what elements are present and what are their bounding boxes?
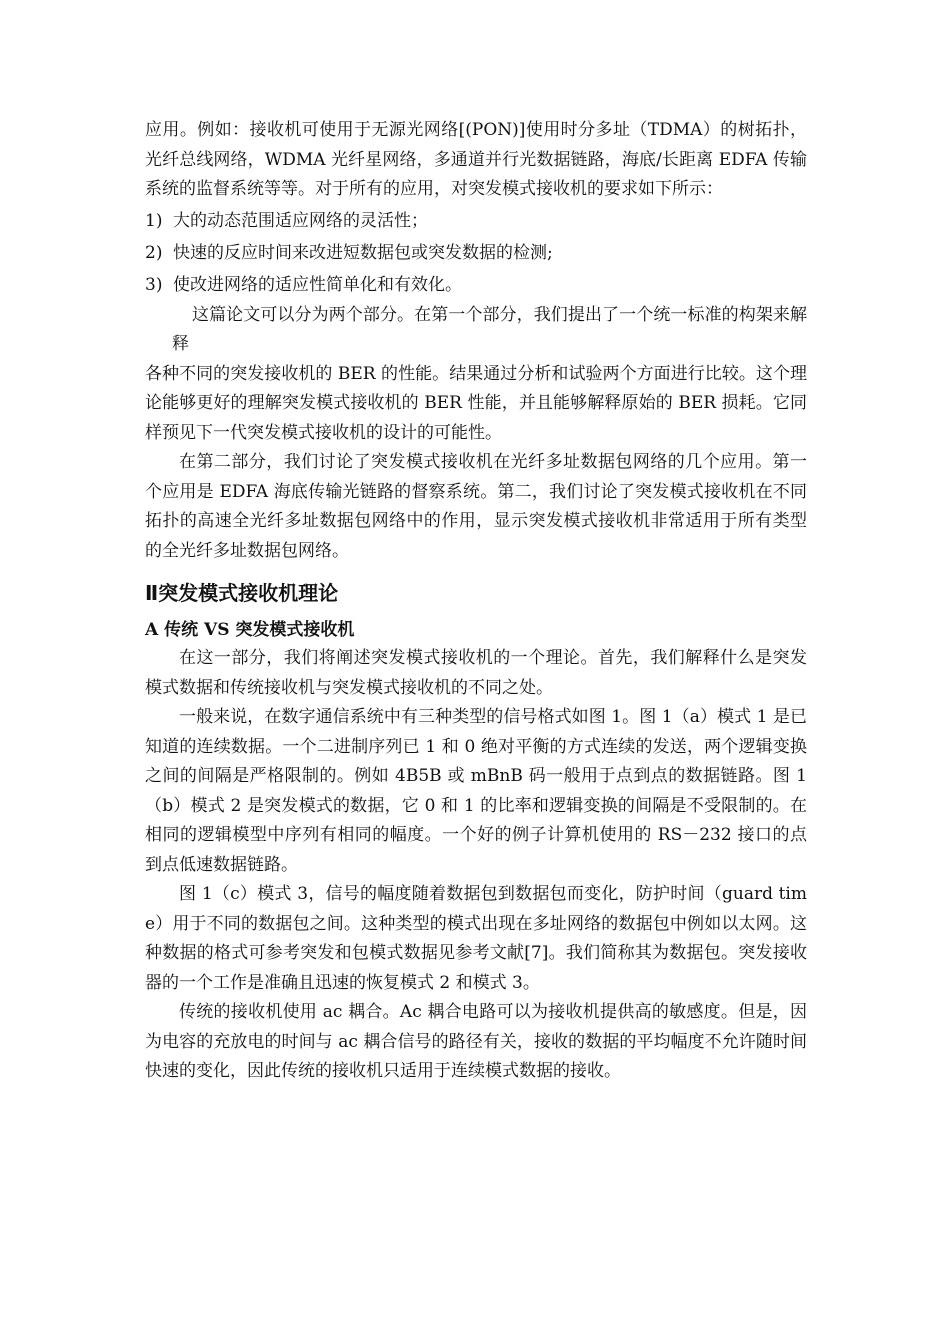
section-paragraph-3: 图 1（c）模式 3，信号的幅度随着数据包到数据包而变化，防护时间（guard time）用于不同的数据包之间。这种类型的模式出现在多址网络的数据包中例如以太网。这种数据的格式可参考突发和包模式数据见参考文献[7]。我们简称其为数据包。突发接收器的一个工作是准确且迅速的恢复模式 2 和模式 3。 — [145, 884, 807, 993]
requirements-list — [145, 205, 807, 301]
list-item — [145, 269, 807, 301]
list-item-number: 3) — [145, 274, 163, 295]
section-heading: Ⅱ突发模式接收机理论 — [145, 581, 339, 605]
section-paragraph-4: 传统的接收机使用 ac 耦合。Ac 耦合电路可以为接收机提供高的敏感度。但是，因为电容的充放电的时间与 ac 耦合信号的路径有关，接收的数据的平均幅度不允许随时间快速的变化，因此传统的接收机只适用于连续模式数据的接收。 — [145, 1002, 807, 1081]
section-paragraph-1: 在这一部分，我们将阐述突发模式接收机的一个理论。首先，我们解释什么是突发模式数据和传统接收机与突发模式接收机的不同之处。 — [145, 648, 807, 698]
list-item-number: 1) — [145, 210, 163, 231]
part2-paragraph: 在第二部分，我们讨论了突发模式接收机在光纤多址数据包网络的几个应用。第一个应用是 EDFA 海底传输光链路的督察系统。第二，我们讨论了突发模式接收机在不同拓扑的高速全光纤多址数据包网络中的作用，显示突发模式接收机非常适用于所有类型的全光纤多址数据包网络。 — [145, 452, 807, 561]
list-item — [145, 205, 807, 237]
intro-paragraph: 应用。例如：接收机可使用于无源光网络[(PON)]使用时分多址（TDMA）的树拓扑，光纤总线网络，WDMA 光纤星网络，多通道并行光数据链路，海底/长距离 EDFA 传输系统的监督系统等等。对于所有的应用，对突发模式接收机的要求如下所示： — [145, 120, 807, 199]
document-page — [145, 116, 807, 1087]
list-item-number: 2) — [145, 242, 163, 263]
ber-paragraph: 各种不同的突发接收机的 BER 的性能。结果通过分析和试验两个方面进行比较。这个理论能够更好的理解突发模式接收机的 BER 性能，并且能够解释原始的 BER 损耗。它同样预见下一代突发模式接收机的设计的可能性。 — [145, 363, 807, 443]
subsection-heading: A 传统 VS 突发模式接收机 — [145, 620, 355, 640]
list-item-text: 使改进网络的适应性简单化和有效化。 — [173, 274, 462, 295]
section-paragraph-2: 一般来说，在数字通信系统中有三种类型的信号格式如图 1。图 1（a）模式 1 是已知道的连续数据。一个二进制序列已 1 和 0 绝对平衡的方式连续的发送，两个逻辑变换之间的间隔是严格限制的。例如 4B5B 或 mBnB 码一般用于点到点的数据链路。图 1（b）模式 2 是突发模式的数据，它 0 和 1 的比率和逻辑变换的间隔是不受限制的。在相同的逻辑模型中序列有相同的幅度。一个好的例子计算机使用的 RS－232 接口的点到点低速数据链路。 — [145, 707, 807, 875]
list-item — [145, 237, 807, 269]
list-item-text: 大的动态范围适应网络的灵活性； — [173, 210, 428, 231]
outline-paragraph: 这篇论文可以分为两个部分。在第一个部分，我们提出了一个统一标准的构架来解释 — [172, 304, 807, 354]
list-item-text: 快速的反应时间来改进短数据包或突发数据的检测; — [173, 242, 553, 263]
